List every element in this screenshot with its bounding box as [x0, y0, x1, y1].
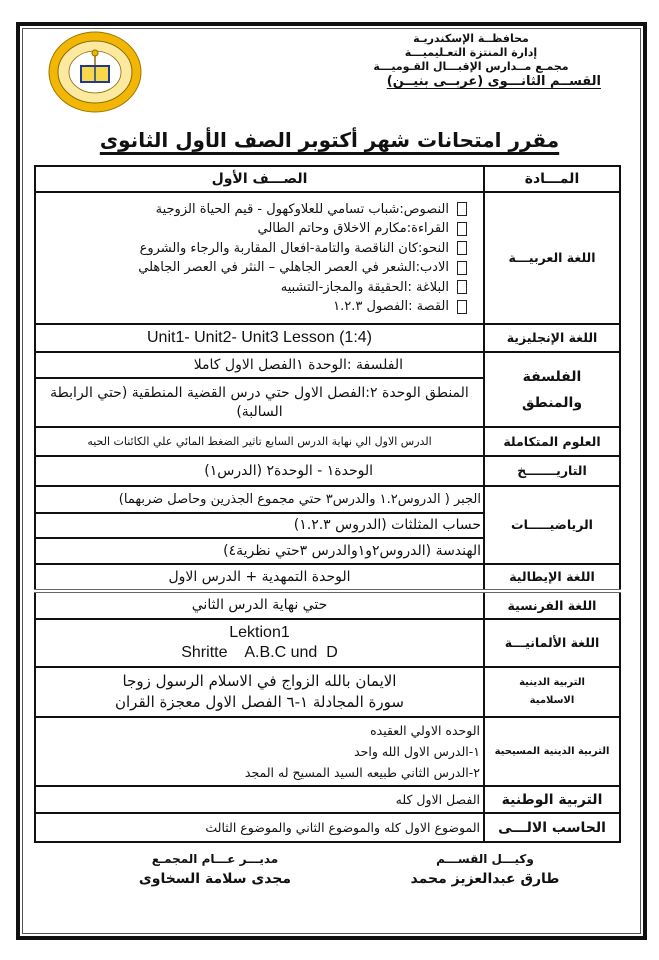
content-line: ١-الدرس الاول الله واحد	[354, 744, 480, 759]
subject-cell: التربية الدينية الاسلامية	[484, 667, 620, 717]
director-signature	[130, 850, 300, 890]
arabic-topics-list	[42, 200, 477, 317]
list-item: القراءة:مكارم الاخلاق وحاتم الطالي	[42, 219, 467, 239]
content-cell: الدرس الاول الي نهاية الدرس السابع تاثير الضغط المائي علي الكائنات الحيه	[35, 427, 484, 456]
subject-cell: اللغة الألمانيـــة	[484, 619, 620, 667]
department-label: القســم الثانـــوى (عربــى بنيــن)	[386, 74, 601, 89]
checkbox-icon	[457, 280, 467, 294]
table-row	[35, 667, 620, 717]
subject-cell: التاريـــــــخ	[484, 456, 620, 486]
list-item: البلاغة :الحقيقة والمجاز-التشبيه	[42, 278, 467, 298]
checkbox-icon	[457, 300, 467, 314]
checkbox-icon	[457, 222, 467, 236]
subject-cell: التربية الوطنية	[484, 786, 620, 813]
content-cell: المنطق الوحدة ٢:الفصل الاول حتي درس القضية المنطقية (حتي الرابطة السالبة)	[35, 378, 484, 427]
content-line: الوحده الاولي العقيده	[370, 723, 480, 738]
table-row	[35, 813, 620, 842]
grade-column-header: الصـــف الأول	[35, 166, 484, 192]
document-title: مقرر امتحانات شهر أكتوبر الصف الأول الثانوى	[99, 128, 560, 152]
subject-cell: الفلسفة والمنطق	[484, 352, 620, 427]
administration-label: إدارة المنتزة التعـليميـــة	[404, 46, 538, 59]
deputy-signature	[405, 850, 565, 890]
content-line: ٢-الدرس الثاني طبيعه السيد المسيح له المجد	[244, 765, 480, 780]
table-row	[35, 619, 620, 667]
director-role: مديـــر عـــام المجمـع	[151, 852, 279, 866]
table-header-row	[35, 166, 620, 192]
content-cell: الموضوع الاول كله والموضوع الثاني والموضوع الثالث	[35, 813, 484, 842]
subject-cell: الحاسب الالـــى	[484, 813, 620, 842]
header-block	[341, 32, 601, 89]
content-line: Lektion1	[229, 624, 290, 641]
complex-label: مجمـع مــدارس الإقبـــال القـوميـــة	[373, 60, 569, 73]
table-row	[35, 192, 620, 324]
checkbox-icon	[457, 202, 467, 216]
subject-cell: اللغة الفرنسية	[484, 591, 620, 619]
subject-cell: العلوم المتكاملة	[484, 427, 620, 456]
director-name: مجدى سلامة السخاوى	[138, 871, 292, 887]
governorate-label: محافظــة الإسكندريـة	[413, 32, 529, 45]
list-item: النحو:كان الناقصة والتامة-افعال المقاربة والرجاء والشروع	[42, 239, 467, 259]
content-cell: حتي نهاية الدرس الثاني	[35, 591, 484, 619]
list-item: الادب:الشعر في العصر الجاهلي – النثر في العصر الجاهلي	[42, 258, 467, 278]
table-row	[35, 786, 620, 813]
subject-cell: اللغة العربيـــة	[484, 192, 620, 324]
content-cell	[35, 619, 484, 667]
table-row	[35, 591, 620, 619]
table-row	[35, 427, 620, 456]
content-line: سورة المجادلة ١-٦ الفصل الاول معجزة القران	[115, 693, 404, 711]
list-item: النصوص:شباب تسامي للعلاوكهول - قيم الحياة الزوجية	[42, 200, 467, 220]
subject-cell: اللغة الإنجليزية	[484, 324, 620, 352]
content-cell: Unit1- Unit2- Unit3 Lesson (1:4)	[35, 324, 484, 352]
subject-cell: الرياضيـــــات	[484, 486, 620, 564]
table-row	[35, 564, 620, 591]
table-row	[35, 486, 620, 513]
content-cell	[35, 192, 484, 324]
checkbox-icon	[457, 241, 467, 255]
subject-column-header: المـــادة	[484, 166, 620, 192]
subject-cell: اللغة الإيطالية	[484, 564, 620, 591]
deputy-role: وكيـــل القســـم	[436, 852, 534, 866]
content-cell: الفصل الاول كله	[35, 786, 484, 813]
table-row	[35, 352, 620, 378]
checkbox-icon	[457, 261, 467, 275]
content-line: Shritte A.B.C und D	[181, 644, 338, 661]
content-cell: الوحدة التمهدية + الدرس الاول	[35, 564, 484, 591]
syllabus-table	[34, 165, 621, 843]
school-emblem-icon	[47, 30, 143, 114]
content-line: الايمان بالله الزواج في الاسلام الرسول زوجا	[122, 672, 397, 690]
content-cell	[35, 717, 484, 786]
content-cell: الهندسة (الدروس٢و١والدرس ٣حتي نظرية٤)	[35, 538, 484, 564]
subject-cell: التربية الدينية المسيحية	[484, 717, 620, 786]
content-cell: حساب المثلثات (الدروس ١.٢.٣)	[35, 513, 484, 538]
list-item: القصة :الفصول ١.٢.٣	[42, 297, 467, 317]
table-row	[35, 717, 620, 786]
content-cell: الوحدة١ - الوحدة٢ (الدرس١)	[35, 456, 484, 486]
content-cell	[35, 667, 484, 717]
content-cell: الجبر ( الدروس١.٢ والدرس٣ حتي مجموع الجذرين وحاصل ضربهما)	[35, 486, 484, 513]
table-row	[35, 456, 620, 486]
content-cell: الفلسفة :الوحدة ١الفصل الاول كاملا	[35, 352, 484, 378]
deputy-name: طارق عبدالعزيز محمد	[410, 871, 560, 887]
table-row	[35, 324, 620, 352]
